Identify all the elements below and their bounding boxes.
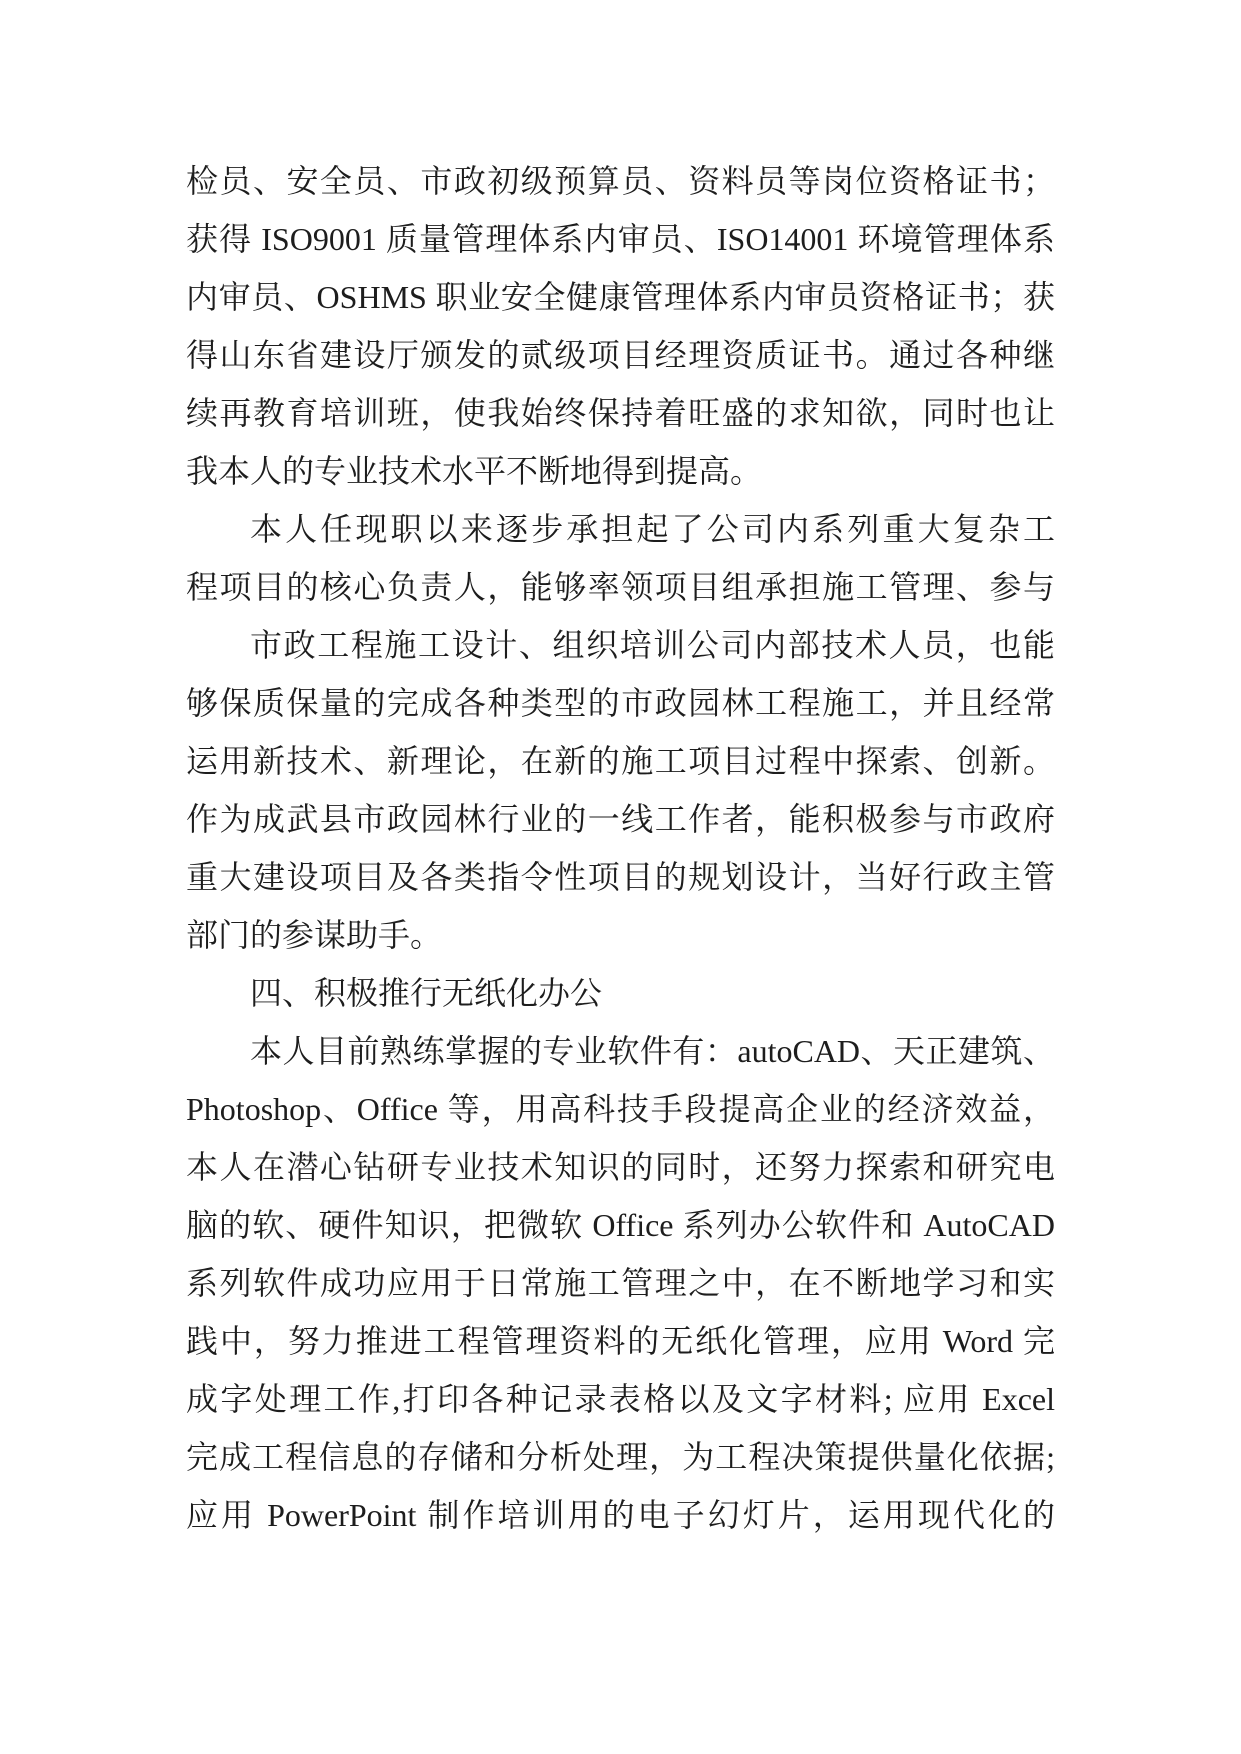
- text-line: 重大建设项目及各类指令性项目的规划设计，当好行政主管: [186, 859, 1055, 895]
- text-line: 应用 PowerPoint 制作培训用的电子幻灯片，运用现代化的: [186, 1497, 1055, 1533]
- paragraph-start-line: 市政工程施工设计、组织培训公司内部技术人员，也能: [250, 627, 1055, 663]
- text-line: Photoshop、Office 等，用高科技手段提高企业的经济效益，: [186, 1091, 1055, 1127]
- document-body: [186, 152, 1055, 1544]
- text-line: 检员、安全员、市政初级预算员、资料员等岗位资格证书；: [186, 163, 1055, 199]
- text-line: 够保质保量的完成各种类型的市政园林工程施工，并且经常: [186, 685, 1055, 721]
- text-line: 脑的软、硬件知识，把微软 Office 系列办公软件和 AutoCAD: [186, 1207, 1055, 1243]
- paragraph-end-line: 部门的参谋助手。: [186, 917, 443, 953]
- text-line: 续再教育培训班，使我始终保持着旺盛的求知欲，同时也让: [186, 395, 1055, 431]
- paragraph-start-line: 本人目前熟练掌握的专业软件有：autoCAD、天正建筑、: [250, 1033, 1055, 1069]
- text-line: 得山东省建设厅颁发的贰级项目经理资质证书。通过各种继: [186, 337, 1055, 373]
- text-line: 运用新技术、新理论，在新的施工项目过程中探索、创新。: [186, 743, 1055, 779]
- text-line: 本人在潜心钻研专业技术知识的同时，还努力探索和研究电: [186, 1149, 1055, 1185]
- text-line: 成字处理工作,打印各种记录表格以及文字材料; 应用 Excel: [186, 1381, 1055, 1417]
- text-line: 系列软件成功应用于日常施工管理之中，在不断地学习和实: [186, 1265, 1055, 1301]
- text-line: 作为成武县市政园林行业的一线工作者，能积极参与市政府: [186, 801, 1055, 837]
- text-line: 内审员、OSHMS 职业安全健康管理体系内审员资格证书；获: [186, 279, 1055, 315]
- paragraph-end-line: 我本人的专业技术水平不断地得到提高。: [186, 453, 763, 489]
- text-line: 程项目的核心负责人，能够率领项目组承担施工管理、参与: [186, 569, 1055, 605]
- text-line: 完成工程信息的存储和分析处理，为工程决策提供量化依据;: [186, 1439, 1055, 1475]
- section-heading: 四、积极推行无纸化办公: [250, 975, 603, 1011]
- paragraph-start-line: 本人任现职以来逐步承担起了公司内系列重大复杂工: [250, 511, 1055, 547]
- text-line: 践中，努力推进工程管理资料的无纸化管理，应用 Word 完: [186, 1323, 1055, 1359]
- text-line: 获得 ISO9001 质量管理体系内审员、ISO14001 环境管理体系: [186, 221, 1055, 257]
